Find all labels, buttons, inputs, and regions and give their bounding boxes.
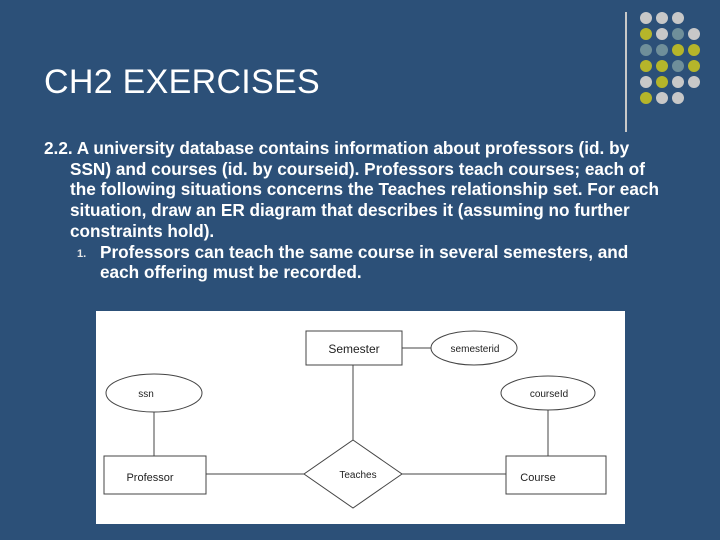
- decorative-dot: [688, 76, 700, 88]
- decorative-dot: [656, 76, 668, 88]
- attribute-ssn: [106, 374, 202, 412]
- exercise-paragraph: 2.2. A university database contains information about professors (id. by SSN) and courses (id. by courseid). Professors teach courses; each of the following situations concerns the Teaches relationship set. For each situation, draw an ER diagram that describes it (assuming no further constraints hold).: [44, 138, 659, 241]
- decorative-dot: [656, 44, 668, 56]
- exercise-subitem: [44, 242, 664, 283]
- entity-semester-label: Semester: [328, 342, 380, 356]
- decorative-dot: [640, 12, 652, 24]
- decorative-dot: [640, 60, 652, 72]
- decorative-dot: [672, 76, 684, 88]
- decorative-dot: [656, 92, 668, 104]
- slide-title: CH2 EXERCISES: [44, 63, 320, 101]
- decorative-dot: [672, 92, 684, 104]
- decorative-dot: [688, 44, 700, 56]
- decorative-dot: [688, 60, 700, 72]
- decorative-dot: [688, 28, 700, 40]
- entity-professor-label: Professor: [126, 472, 174, 484]
- attribute-courseid-label: courseId: [529, 389, 569, 400]
- decorative-dot: [640, 28, 652, 40]
- decorative-dot: [640, 44, 652, 56]
- decorative-dot: [672, 28, 684, 40]
- attribute-ssn-label: ssn: [138, 389, 154, 400]
- attribute-semesterid-label: semesterid: [450, 344, 500, 355]
- decorative-dot: [656, 60, 668, 72]
- relationship-teaches-label: Teaches: [339, 470, 377, 481]
- er-diagram: [96, 311, 625, 524]
- entity-course-label: Course: [520, 472, 556, 484]
- decorative-divider-line: [625, 12, 627, 132]
- decorative-dot: [672, 12, 684, 24]
- decorative-dot: [640, 92, 652, 104]
- decorative-dot: [656, 28, 668, 40]
- er-diagram-svg: [96, 311, 625, 524]
- decorative-dot: [672, 60, 684, 72]
- subitem-number: 1.: [77, 247, 87, 260]
- decorative-dot: [656, 12, 668, 24]
- slide-body: [44, 138, 664, 283]
- decorative-dot: [640, 76, 652, 88]
- decorative-dot: [672, 44, 684, 56]
- subitem-text: Professors can teach the same course in several semesters, and each offering must be recorded.: [100, 241, 629, 283]
